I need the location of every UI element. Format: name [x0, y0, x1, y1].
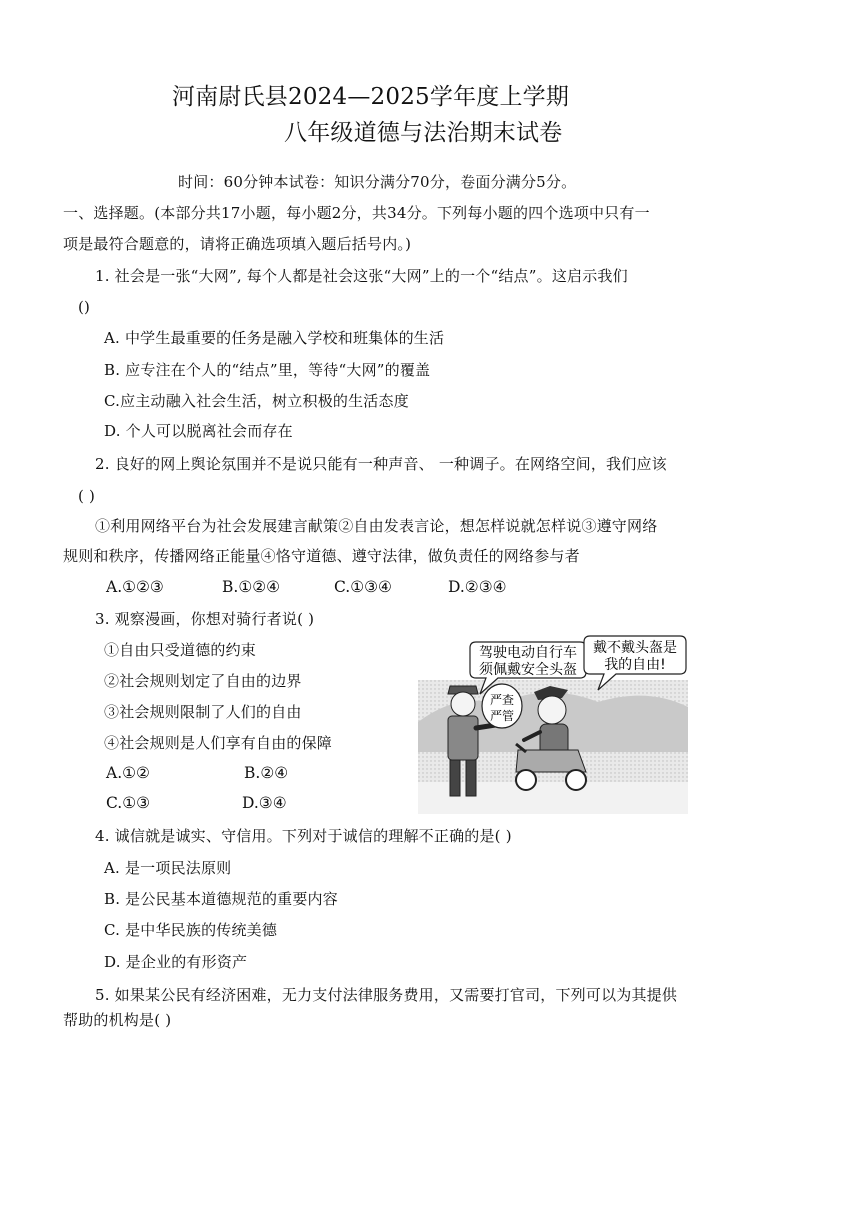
sign-text-2: 严管 [489, 709, 515, 723]
q5-stem-line2: 帮助的机构是( ) [63, 1011, 172, 1029]
q1-stem-line2: () [78, 298, 91, 316]
q3-stem: 3. 观察漫画，你想对骑行者说( ) [95, 610, 315, 628]
q3-choice-c: C.①③ [106, 794, 151, 812]
q1-option-d: D. 个人可以脱离社会而存在 [104, 422, 293, 440]
q2-statements-line1: ①利用网络平台为社会发展建言献策②自由发表言论，想怎样说就怎样说③遵守网络 [95, 517, 658, 535]
q3-choices-row1 [106, 763, 288, 783]
bubble-left-text-2: 须佩戴安全头盔 [479, 662, 577, 678]
q3-cartoon-illustration [418, 632, 688, 814]
q1-option-b: B. 应专注在个人的“结点”里，等待“大网”的覆盖 [104, 361, 431, 379]
q3-item-3: ③社会规则限制了人们的自由 [104, 703, 302, 721]
q2-choice-a: A.①②③ [106, 578, 164, 596]
q1-option-a: A. 中学生最重要的任务是融入学校和班集体的生活 [104, 329, 445, 347]
section1-instructions-line2: 项是最符合题意的，请将正确选项填入题后括号内。) [63, 235, 412, 253]
bubble-right-text-2: 我的自由! [604, 657, 666, 673]
cartoon-sign [482, 684, 522, 728]
sign-text-1: 严查 [489, 693, 515, 707]
q2-stem-line1: 2. 良好的网上舆论氛围并不是说只能有一种声音、 一种调子。在网络空间，我们应该 [95, 455, 667, 473]
q5-stem-line1: 5. 如果某公民有经济困难，无力支付法律服务费用，又需要打官司，下列可以为其提供 [95, 986, 678, 1004]
q4-option-a: A. 是一项民法原则 [104, 859, 232, 877]
q1-option-c: C.应主动融入社会生活，树立积极的生活态度 [104, 392, 409, 410]
q3-choice-d: D.③④ [242, 794, 287, 812]
q2-choice-d: D.②③④ [448, 578, 507, 596]
q2-stem-line2: ( ) [78, 487, 96, 505]
q2-choice-c: C.①③④ [334, 578, 392, 596]
exam-title-line2: 八年级道德与法治期末试卷 [284, 120, 563, 146]
q4-option-d: D. 是企业的有形资产 [104, 953, 248, 971]
q3-item-2: ②社会规则划定了自由的边界 [104, 672, 302, 690]
q3-choices-row2 [106, 793, 287, 813]
q3-choice-a: A.①② [106, 764, 150, 782]
exam-meta: 时间：60分钟本试卷：知识分满分70分，卷面分满分5分。 [178, 173, 577, 191]
q1-stem-line1: 1. 社会是一张“大网”, 每个人都是社会这张“大网”上的一个“结点”。这启示我们 [95, 267, 628, 285]
q4-stem: 4. 诚信就是诚实、守信用。下列对于诚信的理解不正确的是( ) [95, 827, 512, 845]
section1-instructions-line1: 一、选择题。(本部分共17小题，每小题2分，共34分。下列每小题的四个选项中只有一 [63, 204, 650, 222]
bubble-right-text-1: 戴不戴头盔是 [593, 640, 677, 656]
q3-item-1: ①自由只受道德的约束 [104, 641, 257, 659]
q2-choices [106, 577, 507, 597]
q2-choice-b: B.①②④ [222, 578, 281, 596]
q4-option-b: B. 是公民基本道德规范的重要内容 [104, 890, 338, 908]
bubble-left-text-1: 驾驶电动自行车 [479, 645, 577, 661]
q2-statements-line2: 规则和秩序，传播网络正能量④恪守道德、遵守法律，做负责任的网络参与者 [63, 547, 580, 565]
q3-item-4: ④社会规则是人们享有自由的保障 [104, 734, 333, 752]
exam-title-line1: 河南尉氏县2024—2025学年度上学期 [172, 84, 570, 110]
q4-option-c: C. 是中华民族的传统美德 [104, 921, 278, 939]
q3-choice-b: B.②④ [244, 764, 289, 782]
